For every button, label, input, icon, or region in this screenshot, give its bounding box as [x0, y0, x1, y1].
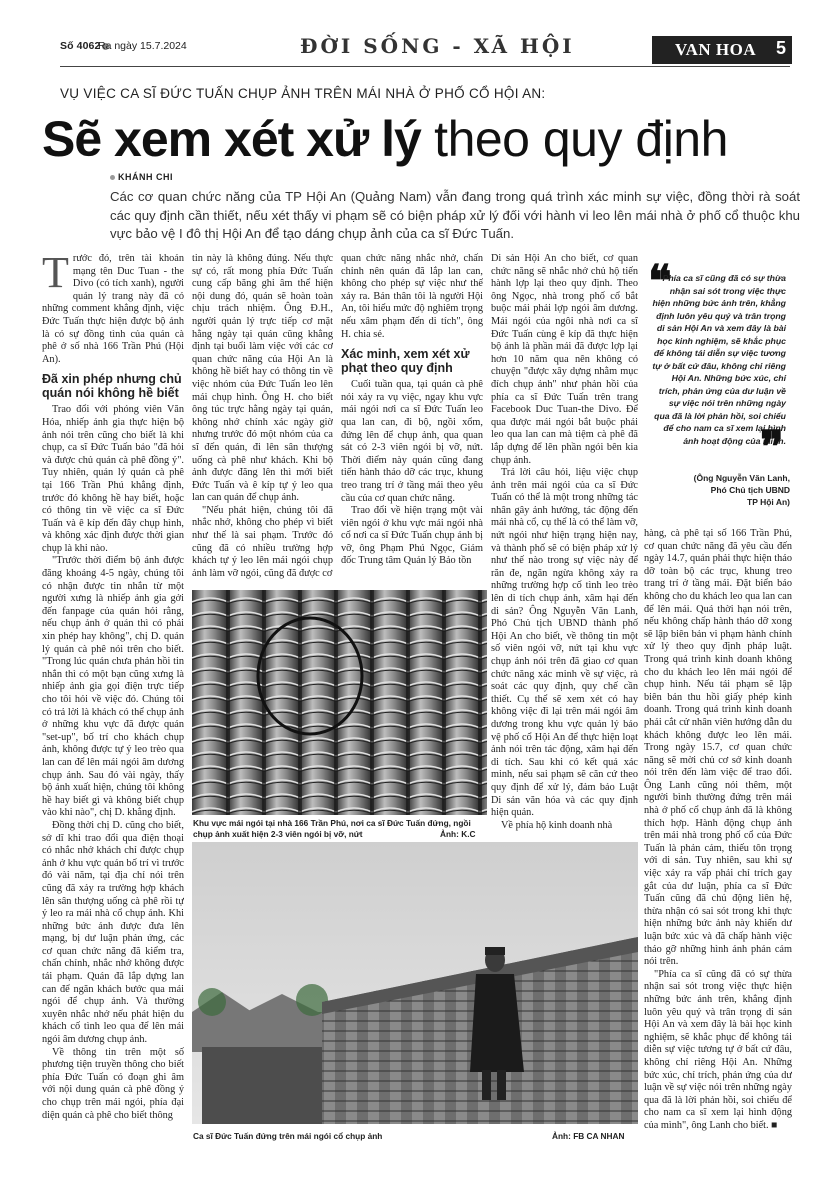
- issue-date: Ra ngày 15.7.2024: [98, 40, 187, 52]
- paragraph: Trao đổi về hiện trạng một vài viên ngói ở khu vực mái ngói nhà cổ nơi ca sĩ Đức Tuấn chụp ảnh bị vỡ, ông Phạm Phú Ngọc, Giám đốc Trung tâm Quản lý Bảo tồn: [341, 505, 483, 567]
- text-column-4: [491, 253, 638, 833]
- quote-source-title: Phó Chủ tịch UBND: [710, 485, 790, 495]
- text-column-1: [42, 253, 184, 1148]
- paragraph: "Phía ca sĩ cũng đã có sự thừa nhận sai sót trong việc thực hiện những bức ảnh trên, khẳng định luôn yêu quý và trân trọng di sản Hội An và xem đây là bài học kinh nghiệm, sẽ khắc phục để không tái diễn sự việc tương tự ở bất cứ đâu, không chỉ riêng Hội An. Những bức xúc, chỉ trích, phản ứng của dư luận về sự việc nói trên những ngày qua đã là lời phản hồi, soi chiếu để cho nam ca sĩ xem lại hình động của mình", ông Lanh cho biết. ■: [644, 968, 792, 1131]
- paragraph: Di sản Hội An cho biết, cơ quan chức năng sẽ nhắc nhở chủ hộ tiến hành lợp lại theo quy định. Theo ông Ngọc, nhà trong phố cổ bắt buộc mái phải lợp ngói âm dương. Mái ngói của ngôi nhà nơi ca sĩ Đức Tuấn cùng ê kíp đã thực hiện bộ ảnh là phần mái đã được lợp lại hơn 10 năm qua nên không có chuyện "được xây dựng nhằm mục đích chụp ảnh" như phản hồi của phía ca sĩ Đức Tuấn trên trang Facebook Duc Tuan-the Divo. Để qua được mái ngói bắt buộc phải leo qua lan can mà tiệm cà phê đã lắp dựng để lên phần ngói bên kia chụp ảnh.: [491, 253, 638, 466]
- singer-on-roof-image: [192, 842, 638, 1124]
- text-column-2: [192, 253, 333, 588]
- close-quote-icon: ❞: [760, 422, 784, 473]
- open-quote-icon: ❝: [648, 256, 672, 307]
- photo-caption-1: Khu vực mái ngói tại nhà 166 Trần Phú, nơi ca sĩ Đức Tuấn đứng, ngồi chụp ảnh xuất hiện 2-3 viên ngói bị vỡ, nứt: [193, 818, 471, 839]
- article-lead: Các cơ quan chức năng của TP Hội An (Quảng Nam) vẫn đang trong quá trình xác minh sự việc, đồng thời rà soát các quy định cần thiết, nếu xét thấy vi phạm sẽ có biện pháp xử lý đối với hành vi leo lên mái nhà ở phố cổ thuộc khu vực bảo vệ I đô thị Hội An để tạo dáng chụp ảnh của ca sĩ Đức Tuấn.: [110, 189, 800, 241]
- subheading: Đã xin phép nhưng chủ quán nói không hề biết: [42, 372, 182, 401]
- title-bold: Sẽ xem xét xử lý: [42, 111, 421, 167]
- paragraph: "Nếu phát hiện, chúng tôi đã nhắc nhở, không cho phép vì biết như thế là sai phạm. Trước đó cũng đã có nhiều trường hợp khách tự ý leo lên mái ngói chụp ảnh làm vỡ ngói, cũng đã được cơ: [192, 504, 333, 579]
- drop-cap: T: [42, 253, 69, 297]
- issue-number: Số 4062: [60, 40, 111, 52]
- paragraph: Về thông tin trên một số phương tiện truyền thông cho biết phía Đức Tuấn có đoạn ghi âm với nội dung quản cà phê đồng ý cho chụp trên mái ngói, phía đại diện quán cà phê cho biết thông: [42, 1046, 184, 1121]
- pull-quote: Phía ca sĩ cũng đã có sự thừa nhận sai sót trong việc thực hiện những bức ảnh trên, khẳng định luôn yêu quý và trân trọng di sản Hội An và xem đây là bài học kinh nghiệm, sẽ khắc phục để không tái diễn sự việc tương tự ở bất cứ đâu, không chỉ riêng Hội An. Những bức xúc, chỉ trích, phản ứng của dư luận về sự việc nói trên những ngày qua đã là lời phản hồi, soi chiếu để cho nam ca sĩ xem lại hình ảnh hoạt động của mình.: [652, 273, 786, 446]
- subheading: Xác minh, xem xét xử phạt theo quy định: [341, 347, 470, 376]
- paragraph: rước đó, trên tài khoản mạng tên Duc Tuan - the Divo (có tích xanh), người quản lý trang này đã có những comment khẳng định, việc Đức Tuấn thực hiện được bộ ảnh là có sự đồng tình của quán cà phê ở số nhà 166 Trần Phú (Hội An).: [42, 253, 184, 365]
- paragraph: Trả lời câu hỏi, liệu việc chụp ảnh trên mái ngói của ca sĩ Đức Tuấn có thể là một trong những tác nhân gây ảnh hưởng, tác động đến mái nhà cổ, cụ thể là có thể làm vỡ, nứt ngói như hiện trạng hiện nay, và thành phố sẽ có biện pháp xử lý như thế nào trong sự việc này để răn đe, ngăn ngừa không xảy ra những trường hợp cố tình leo trèo lên di tích chụp ảnh, xâm hại đến di sản? Ông Nguyễn Văn Lanh, Phó Chủ tịch UBND thành phố Hội An cho biết, về thông tin một số viên ngói vỡ, nứt tại khu vực chụp ảnh nói trên đã giao cơ quan chức năng xác minh về sự việc, rà soát các quy định, quy chế cần thiết. Cụ thể sẽ xem xét có hay không việc đi lại trên mái ngói âm dương trong khu vực quản lý bảo vệ phố cổ Hội An để thực hiện loạt ảnh nói trên tác động, xâm hại đến di tích. Sau khi có kết quả xác minh, nếu sai phạm sẽ căn cứ theo quy định để xử lý, đảm bảo Luật Di sản văn hóa và các quy định hiện quản.: [491, 467, 638, 819]
- paragraph: Cuối tuần qua, tại quán cà phê nói xảy ra vụ việc, ngay khu vực mái ngói nơi ca sĩ Đức Tuấn leo qua lan can, đi bộ, ngồi xổm, đứng lên để chụp ảnh, qua quan sát có 2-3 viên ngói bị vỡ, nứt. Thời điểm này quán cũng đang tiến hành tháo dỡ các trục, khung treo trang trí ở tầng mái theo yêu cầu của cơ quan chức năng.: [341, 379, 483, 504]
- text-column-5: [644, 528, 792, 1148]
- paragraph: tin này là không đúng. Nếu thực sự có, rất mong phía Đức Tuấn cung cấp băng ghi âm thể hiện nội dung đó, quán sẽ hoàn toàn chịu trách nhiệm. Ông Đ.H., người quản lý trực tiếp cơ mặt hằng ngày tại quán cũng khẳng định tại buổi làm việc với các cơ quan chức năng của Hội An là không hề biết hay có thông tin về việc nhóm của Đức Tuấn leo lên mái chụp hình. Ông H. cho biết ông túc trực hằng ngày tại quán, không nhớ chính xác ngày giờ nhưng trước đó một nhóm của ca sĩ đến quán, đi lên sân thượng uống cà phê như khách. Khi bộ ảnh được đăng lên thì mới biết Đức Tuấn và ê kíp tự ý leo qua lan can quán để chụp ảnh.: [192, 253, 333, 504]
- photo-caption-2: Ca sĩ Đức Tuấn đứng trên mái ngói cổ chụp ảnh: [193, 1131, 383, 1141]
- roof-tiles-photo: [192, 590, 487, 815]
- section-tab-label: VAN HOA: [675, 40, 757, 59]
- paragraph: hàng, cà phê tại số 166 Trần Phú, cơ quan chức năng đã yêu cầu đến ngày 14.7, quán phải thực hiện tháo dỡ toàn bộ các trục, khung treo trang trí ở tầng mái. Đặt biển báo không cho du khách leo qua lan can để lên mái. Quá thời hạn nói trên, nếu không chấp hành tháo dỡ xong sẽ lập biên bản vi phạm hành chính xử lý theo quy định pháp luật. Trong quá trình kinh doanh không cho du khách leo lên mái ngói để chụp hình. Nếu tái phạm sẽ lập biên bản thu hồi giấy phép kinh doanh. Trong quá trình kinh doanh phải cắt cử nhân viên hướng dẫn du khách không được leo lên mái. Trong ngày 15.7, cơ quan chức năng sẽ mời chủ cơ sở kinh doanh nói trên đến làm việc để trao đổi. Ông Lanh cũng nói thêm, một người bình thường đứng trên mái nhà ở phố cổ chụp ảnh đã là không thích hợp. Hành động chụp ảnh trên mái nhà trong phố cổ của Đức Tuấn là phản cảm, thiếu tôn trọng với di sản. Tuy nhiên, sau khi sự việc xảy ra vấp phải chỉ trích gay gắt của dư luận, phía ca sĩ Đức Tuấn cũng đã chủ động liên hệ, thừa nhận có sai sót trong khi thực hiện những bức ảnh này khiến dư luận bức xúc và đã chấp hành việc tháo gỡ những hình ảnh phản cảm nói trên.: [644, 528, 792, 968]
- photo-credit-2: Ảnh: FB CA NHAN: [552, 1131, 625, 1141]
- quote-source-org: TP Hội An): [747, 497, 790, 507]
- quote-source-name: (Ông Nguyễn Văn Lanh,: [693, 473, 790, 483]
- article-title: [42, 108, 728, 170]
- page-number: 5: [775, 38, 786, 58]
- quote-source: [652, 472, 790, 508]
- singer-on-roof-photo: [192, 842, 638, 1124]
- author-byline: KHÁNH CHI: [110, 172, 173, 182]
- paragraph: Đồng thời chị D. cũng cho biết, sở dĩ khi trao đổi qua điện thoại có nhắc nhở khách chỉ được chụp ảnh ở khu vực quán bố trí vì trước đó vài năm, tại địa chỉ nói trên cũng đã xảy ra trường hợp khách lên sân thượng uống cà phê rồi tự ý leo ra mái nhà cổ chụp ảnh. Khi những bức ảnh được đưa lên mạng, bị dư luận phản ứng, các cơ quan chức năng đã kiểm tra, chấn chỉnh, nhắc nhở không được tái phạm. Quán đã lắp dựng lan can để ngăn khách bước qua mái ngói để chụp ảnh. Và thường xuyên nhắc nhở nếu phát hiện du khách cố tình leo qua để lên mái ngói âm dương chụp ảnh.: [42, 819, 184, 1046]
- paragraph: "Trước thời điểm bộ ảnh được đăng khoảng 4-5 ngày, chúng tôi có nhận được tin nhắn từ một người xưng là nhiếp ảnh gia gởi đến fanpage của quán hỏi rằng, nếu chụp ảnh ở quán thì có phải xin phép hay không", chị D. quản lý quán cà phê nói trên cho biết. "Trong lúc quán chưa phản hồi tin nhắn thì có một bạn cũng xưng là nhiếp ảnh gia gọi điện trực tiếp cho tôi hỏi về việc đó. Chúng tôi có trả lời là khách có thể chụp ảnh ở những khu vực đã được quán "set-up", bố trí cho khách chụp ảnh, không được tự ý leo trèo qua lan can để lên mái ngói âm dương chụp ảnh. Sau đó vài ngày, thấy bộ ảnh xuất hiện, chúng tôi không hề hay biết gì và không biết chụp vào khi nào", chị D. khẳng định.: [42, 555, 184, 819]
- header-rule: [60, 66, 790, 67]
- roof-tiles-image: [192, 590, 487, 815]
- article-kicker: VỤ VIỆC CA SĨ ĐỨC TUẤN CHỤP ẢNH TRÊN MÁI NHÀ Ở PHỐ CỔ HỘI AN:: [60, 86, 546, 101]
- title-light: theo quy định: [420, 111, 728, 167]
- text-column-3: [341, 253, 483, 588]
- paragraph: quan chức năng nhắc nhở, chấn chỉnh nên quán đã lắp lan can, không cho phép sự việc như thế xảy ra. Bản thân tôi là người Hội An, tôi hiểu mức độ nghiêm trọng nếu xâm phạm đến di tích", ông H. chia sẻ.: [341, 253, 483, 340]
- section-title: ĐỜI SỐNG - XÃ HỘI: [300, 34, 575, 58]
- photo-credit-1: Ảnh: K.C: [440, 829, 476, 839]
- paragraph: Trao đổi với phóng viên Văn Hóa, nhiếp ảnh gia thực hiện bộ ảnh nói trên cũng cho biết là khi chụp, ca sĩ Đức Tuấn bảo "đã hỏi và được chủ quán cà phê đồng ý". Tuy nhiên, quản lý quán cà phê tại 166 Trần Phú khẳng định, trước đó không hề hay biết, hoặc có thông tin về việc ca sĩ Đức Tuấn và ê kíp đến đây chụp hình, và không xác định được thời gian chụp là khi nào.: [42, 404, 184, 554]
- paragraph: Về phía hộ kinh doanh nhà: [501, 819, 613, 831]
